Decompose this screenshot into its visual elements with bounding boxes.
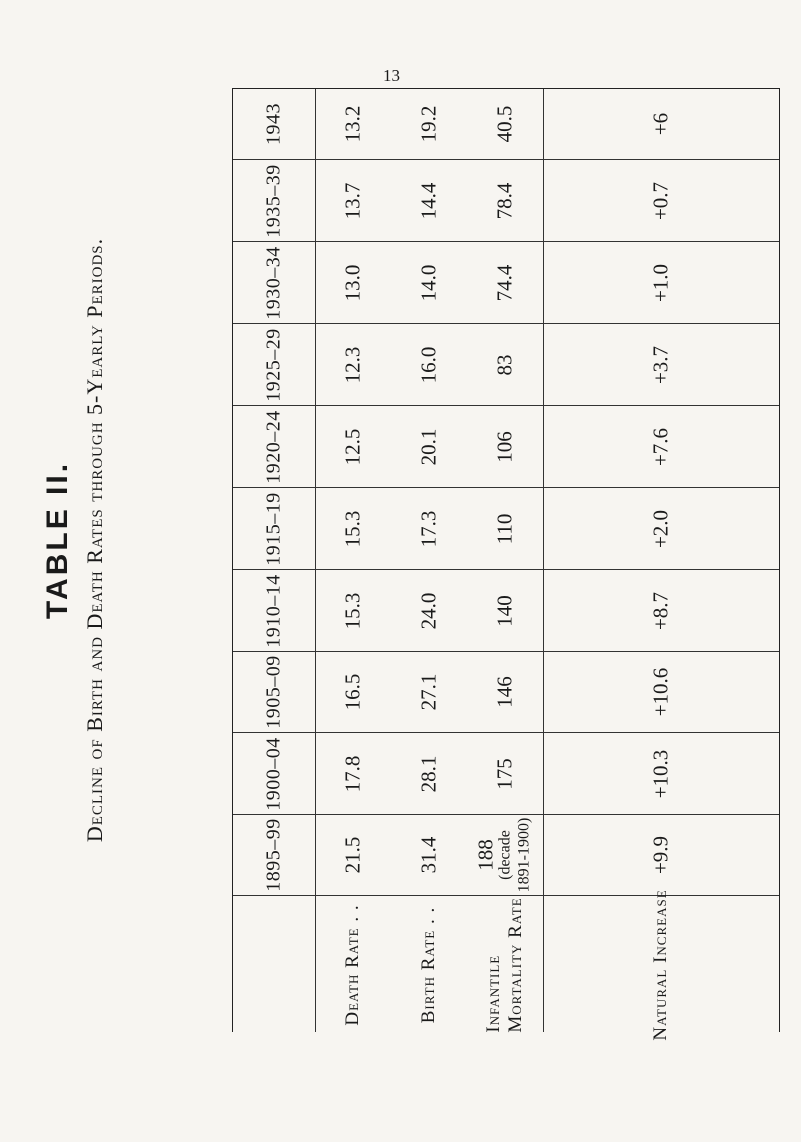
infant-rate-note: 1891-1900): [515, 817, 533, 893]
period-cell: 1900–04: [262, 736, 285, 811]
table-row: [233, 488, 779, 570]
death-rate-cell: 12.3: [340, 346, 365, 383]
natural-increase-cell: +1.0: [648, 263, 673, 302]
infant-rate-cell: 74.4: [492, 264, 517, 301]
table-title: [41, 40, 107, 1040]
table-row: [233, 815, 779, 896]
period-cell: 1930–34: [262, 245, 285, 320]
table-row: [233, 733, 779, 815]
page-number: 13: [383, 66, 400, 85]
label-infantile-line1: Infantile: [483, 954, 504, 1033]
infant-rate-cell: 78.4: [492, 182, 517, 219]
period-cell: 1905–09: [262, 655, 285, 729]
label-infantile-line2: Mortality Rate: [505, 896, 526, 1033]
period-cell: 1920–24: [262, 409, 285, 484]
death-rate-cell: 13.2: [340, 105, 365, 143]
death-rate-cell: 13.7: [340, 182, 365, 219]
birth-rate-cell: 19.2: [416, 105, 441, 143]
death-rate-cell: 17.8: [340, 755, 365, 792]
death-rate-cell: 15.3: [340, 510, 365, 547]
period-cell: 1943: [262, 103, 285, 145]
label-infantile-mortality: [483, 897, 527, 1032]
death-rate-cell: 15.3: [340, 592, 365, 629]
infant-rate-value: 188: [473, 839, 498, 871]
natural-increase-cell: +10.3: [648, 749, 673, 798]
table-row: [233, 652, 779, 733]
table-row: [233, 242, 779, 324]
birth-rate-cell: 16.0: [416, 346, 441, 383]
table-row: [233, 324, 779, 406]
period-cell: 1910–14: [262, 573, 285, 648]
infant-rate-cell: 83: [492, 354, 517, 375]
birth-rate-cell: 24.0: [416, 592, 441, 629]
infant-rate-cell: 106: [492, 430, 517, 463]
natural-increase-cell: +2.0: [648, 509, 673, 548]
table-row: [233, 406, 779, 488]
natural-increase-cell: +0.7: [648, 181, 673, 220]
death-rate-cell: 13.0: [340, 264, 365, 301]
natural-increase-cell: +9.9: [648, 835, 673, 875]
infant-rate-cell: 140: [492, 594, 517, 627]
natural-increase-cell: +8.7: [648, 591, 673, 630]
period-cell: 1895–99: [262, 818, 285, 892]
table-row: [233, 570, 779, 652]
death-rate-cell: 16.5: [340, 673, 365, 711]
birth-rate-cell: 17.3: [416, 510, 441, 547]
table-row: [233, 160, 779, 242]
period-cell: 1915–19: [262, 491, 285, 566]
label-death-rate: Death Rate . .: [342, 903, 363, 1026]
data-table: [232, 88, 780, 1041]
period-cell: 1935–39: [262, 163, 285, 238]
infant-rate-cell: 110: [492, 513, 517, 544]
birth-rate-cell: 14.4: [416, 182, 441, 219]
period-cell: 1925–29: [262, 327, 285, 402]
birth-rate-cell: 27.1: [416, 673, 441, 711]
birth-rate-cell: 28.1: [416, 755, 441, 792]
label-natural-increase: Natural Increase: [650, 888, 671, 1041]
infant-rate-note: (decade: [496, 830, 514, 880]
natural-increase-cell: +6: [648, 112, 673, 136]
infant-rate-cell: 40.5: [492, 105, 517, 143]
death-rate-cell: 21.5: [340, 836, 365, 874]
table-row: [233, 89, 779, 160]
death-rate-cell: 12.5: [340, 428, 365, 465]
natural-increase-cell: +3.7: [648, 345, 673, 384]
table-label: TABLE II.: [41, 460, 74, 620]
table-subtitle: Decline of Birth and Death Rates through 5-Yearly Periods.: [82, 237, 107, 843]
natural-increase-cell: +7.6: [648, 427, 673, 466]
infant-rate-cell: [473, 817, 534, 893]
birth-rate-cell: 14.0: [416, 264, 441, 301]
label-birth-rate: Birth Rate . .: [418, 906, 439, 1023]
infant-rate-cell: 146: [492, 676, 517, 708]
birth-rate-cell: 31.4: [416, 836, 441, 874]
birth-rate-cell: 20.1: [416, 428, 441, 465]
infant-rate-cell: 175: [492, 757, 517, 790]
natural-increase-cell: +10.6: [648, 667, 673, 717]
row-labels: [233, 888, 779, 1041]
